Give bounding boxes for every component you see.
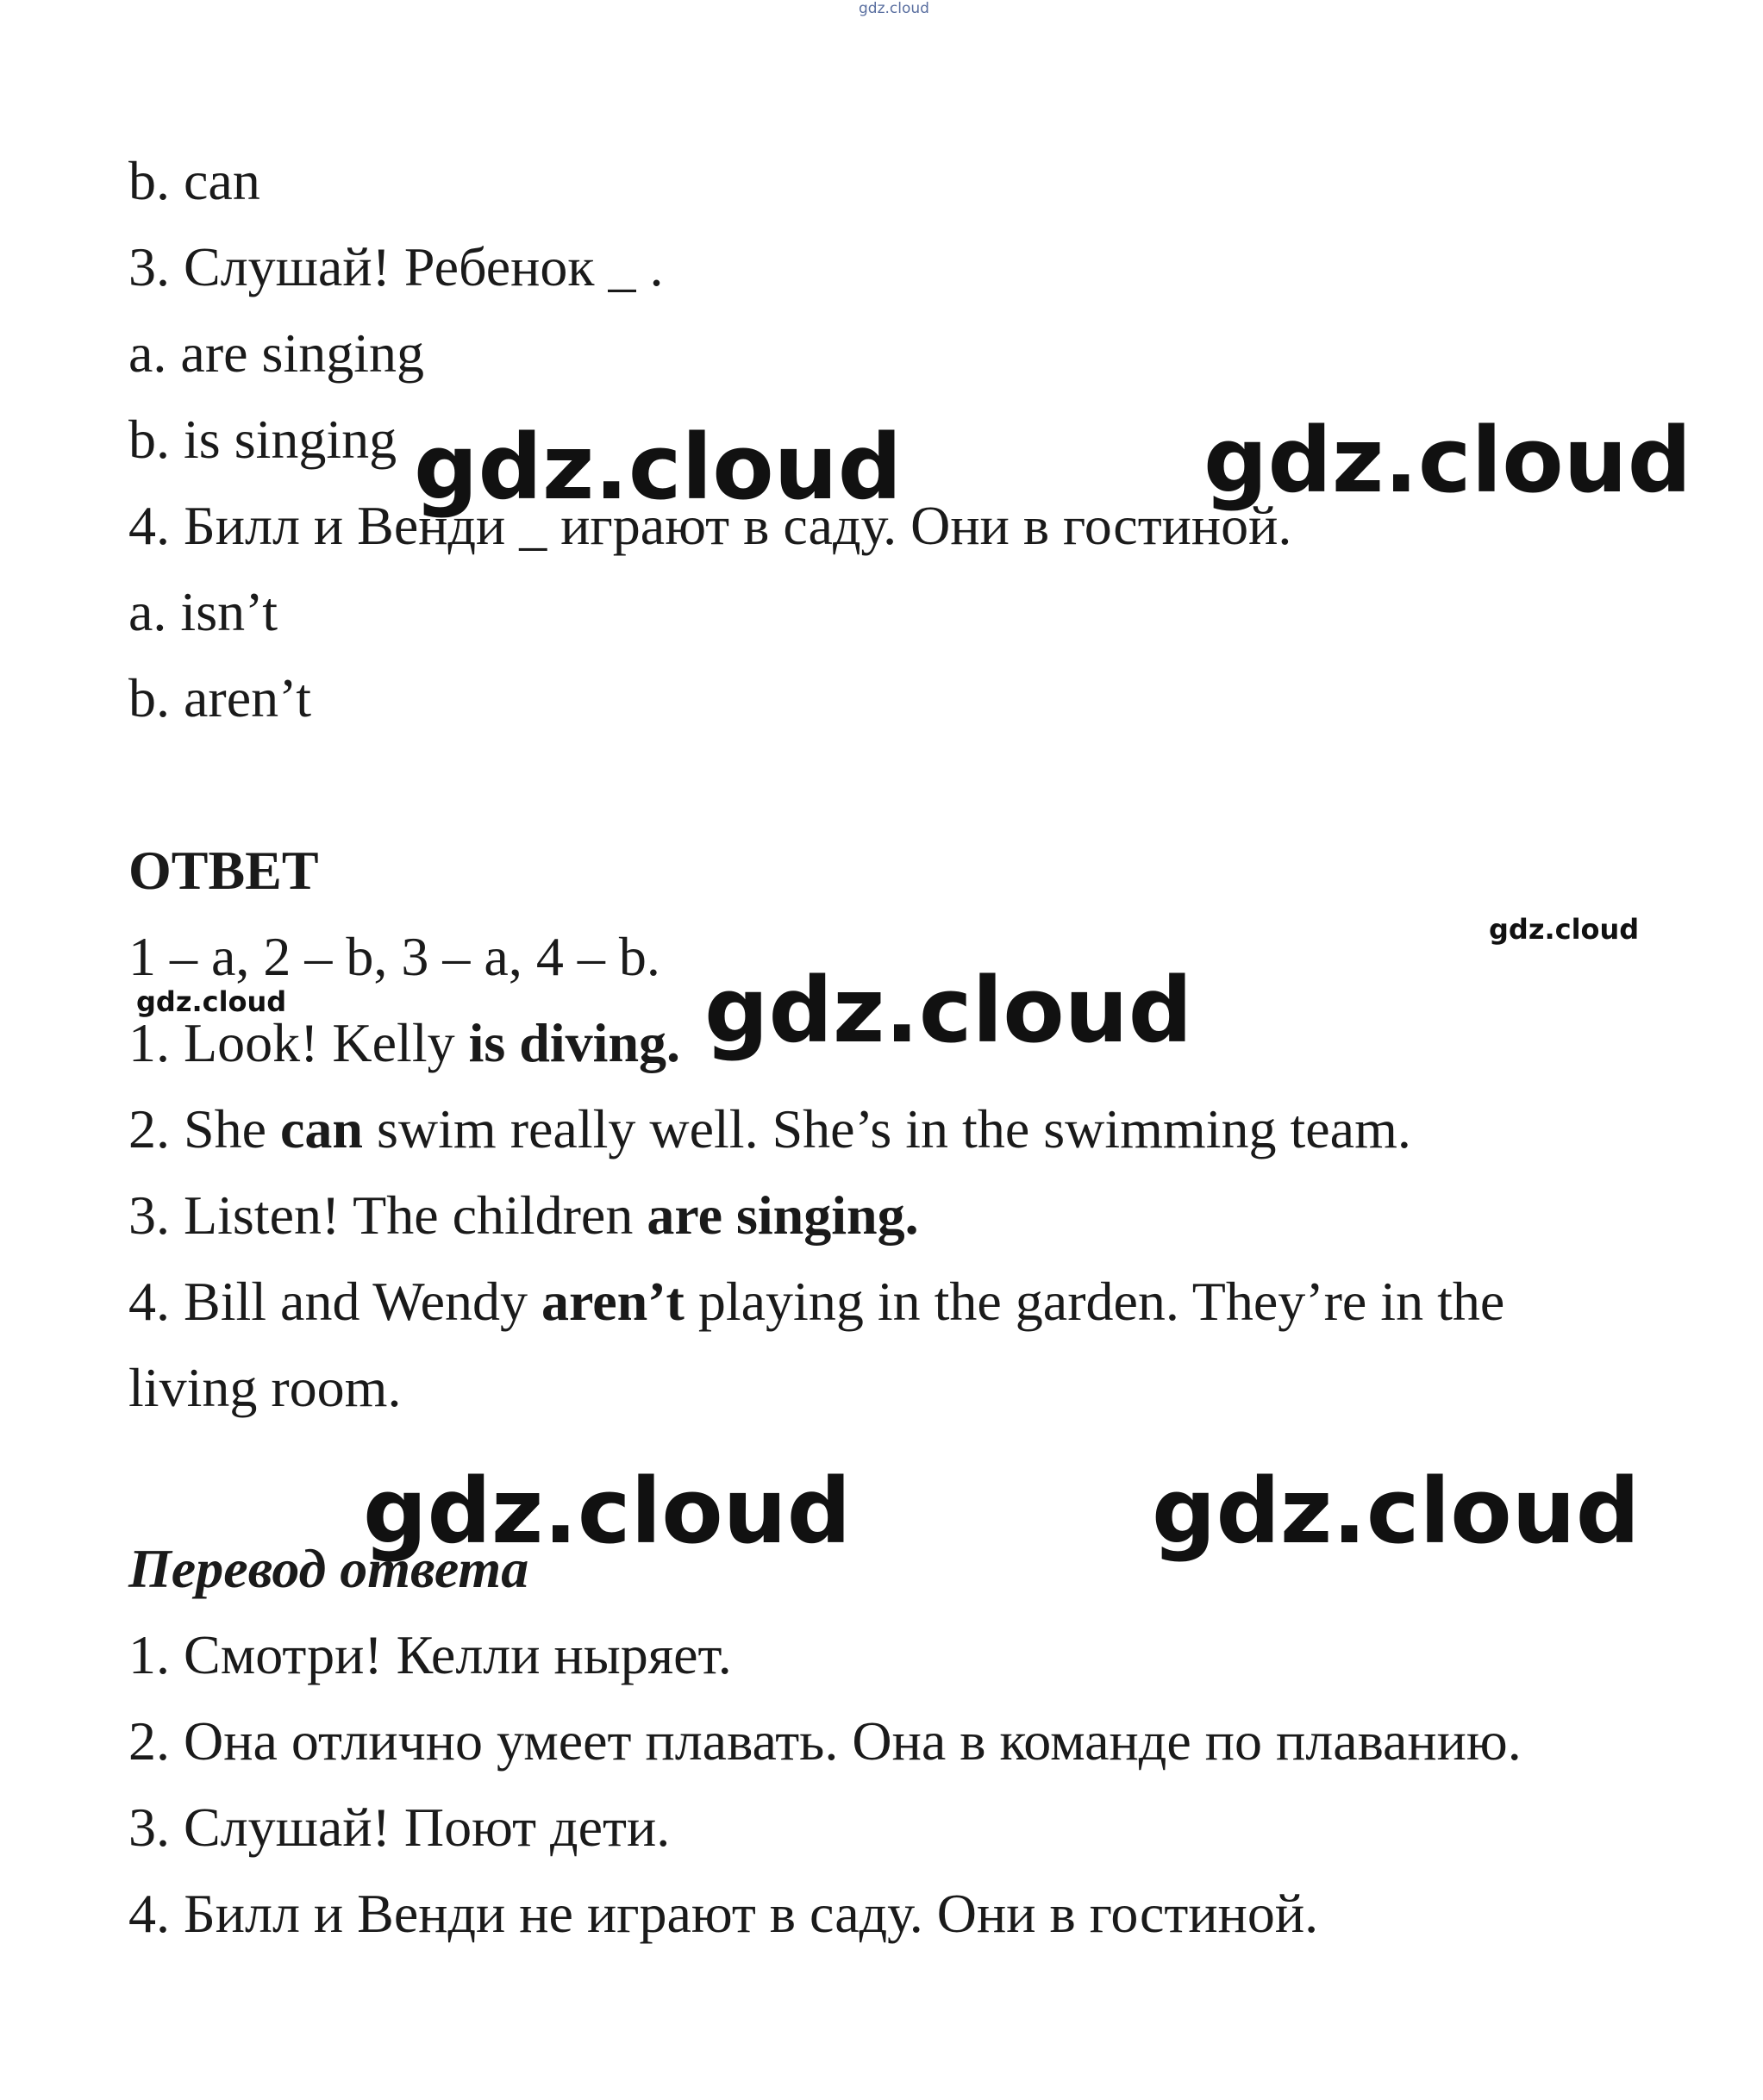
q3-option-b: b. is singing (128, 409, 397, 470)
watermark-5: gdz.cloud (704, 958, 1193, 1063)
sentence-answer: are singing. (647, 1184, 919, 1246)
sentence-text: 1. Look! Kelly (128, 1012, 469, 1073)
watermark-7: gdz.cloud (1152, 1459, 1641, 1564)
watermark-2: gdz.cloud (1203, 408, 1692, 513)
answer-sentence-1 (128, 1012, 681, 1073)
sentence-text: living room. (128, 1357, 402, 1418)
watermark-top: gdz.cloud (859, 0, 929, 17)
q3-prompt: 3. Слушай! Ребенок _ . (128, 236, 664, 297)
sentence-answer: is diving. (468, 1012, 681, 1073)
answer-heading: ОТВЕТ (128, 840, 319, 901)
q4-option-b: b. aren’t (128, 667, 312, 728)
answer-sentence-2 (128, 1098, 1411, 1159)
q4-option-a: a. isn’t (128, 581, 278, 642)
sentence-text: playing in the garden. They’re in the (684, 1271, 1505, 1332)
answer-sentence-3 (128, 1184, 919, 1246)
sentence-text: 4. Bill and Wendy (128, 1271, 541, 1332)
translation-line-2: 2. Она отлично умеет плавать. Она в команде по плаванию. (128, 1710, 1522, 1772)
sentence-text: 3. Listen! The children (128, 1184, 647, 1246)
q3-option-a: a. are singing (128, 322, 424, 384)
translation-line-1: 1. Смотри! Келли ныряет. (128, 1624, 732, 1685)
translation-line-3: 3. Слушай! Поют дети. (128, 1797, 671, 1858)
watermark-4: gdz.cloud (136, 985, 287, 1018)
watermark-6: gdz.cloud (363, 1459, 852, 1564)
watermark-3: gdz.cloud (1489, 913, 1640, 946)
q2-option-b: b. can (128, 150, 260, 211)
translation-heading: Перевод ответа (128, 1538, 529, 1599)
sentence-text: swim really well. She’s in the swimming team. (363, 1098, 1411, 1159)
translation-line-4: 4. Билл и Венди не играют в саду. Они в гостиной. (128, 1883, 1319, 1944)
q4-prompt: 4. Билл и Венди _ играют в саду. Они в гостиной. (128, 495, 1292, 556)
sentence-answer: aren’t (541, 1271, 685, 1332)
sentence-answer: can (280, 1098, 363, 1159)
answer-sentence-4 (128, 1271, 1505, 1332)
sentence-text: 2. She (128, 1098, 280, 1159)
answer-sentence-4-continued (128, 1357, 402, 1418)
watermark-1: gdz.cloud (414, 415, 903, 520)
answer-key: 1 – a, 2 – b, 3 – a, 4 – b. (128, 926, 660, 987)
